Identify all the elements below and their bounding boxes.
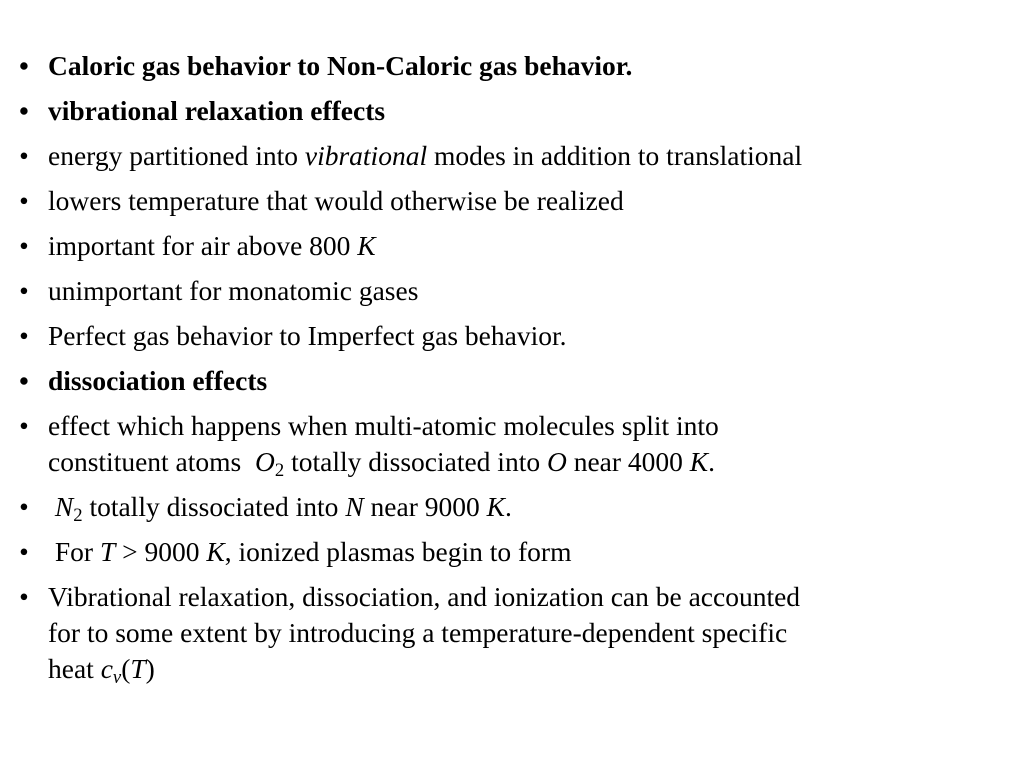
- item-text-lead: [48, 491, 55, 522]
- nitrogen-molecule-subscript: 2: [73, 505, 83, 527]
- item-text: dissociation effects: [48, 365, 268, 396]
- bullet-icon: •: [19, 536, 29, 567]
- list-item-energy-partitioned: [14, 138, 1018, 174]
- nitrogen-molecule-symbol: N: [54, 491, 74, 522]
- bullet-icon: •: [19, 140, 29, 171]
- item-text-mid: totally dissociated into: [82, 491, 346, 522]
- unit-symbol: K: [357, 230, 376, 261]
- list-item-dissociation-heading: [14, 363, 1018, 399]
- item-text: Caloric gas behavior to Non-Caloric gas behavior.: [48, 50, 633, 81]
- item-text: vibrational relaxation effects: [48, 95, 386, 126]
- list-item-vibrational-heading: [14, 93, 1018, 129]
- bullet-icon: •: [19, 95, 29, 126]
- nitrogen-atom-symbol: N: [345, 491, 364, 522]
- specific-heat-symbol: c: [100, 653, 113, 684]
- unit-symbol: K: [689, 446, 709, 477]
- list-item-ionized-plasmas: [14, 534, 1018, 570]
- item-text-near: near 4000: [566, 446, 690, 477]
- bullet-icon: •: [19, 320, 29, 351]
- item-text: Perfect gas behavior to Imperfect gas behavior.: [48, 320, 567, 351]
- oxygen-atom-symbol: O: [546, 446, 567, 477]
- item-text-line2: constituent atoms: [48, 446, 255, 477]
- unit-symbol: K: [206, 536, 225, 567]
- bullet-icon: •: [19, 230, 29, 261]
- item-text-line2: for to some extent by introducing a temperature-dependent specific: [48, 617, 788, 648]
- paren-close: ): [145, 653, 155, 684]
- bullet-icon: •: [19, 491, 29, 522]
- list-item-unimportant-monatomic: [14, 273, 1018, 309]
- bullet-icon: •: [19, 50, 29, 81]
- item-text-pre: important for air above 800: [48, 230, 358, 261]
- item-text-line1: Vibrational relaxation, dissociation, and ionization can be accounted: [48, 581, 801, 612]
- item-text: lowers temperature that would otherwise be realized: [48, 185, 624, 216]
- item-text-near: near 9000: [363, 491, 487, 522]
- bullet-icon: •: [19, 185, 29, 216]
- bullet-icon: •: [19, 275, 29, 306]
- item-text-emphasis: vibrational: [304, 140, 428, 171]
- item-text-line3: heat: [48, 653, 101, 684]
- bullet-icon: •: [19, 365, 29, 396]
- unit-symbol: K: [486, 491, 505, 522]
- item-text-pre: For: [48, 536, 100, 567]
- item-text-end: .: [504, 491, 512, 522]
- temperature-symbol: T: [99, 536, 116, 567]
- item-text-mid: totally dissociated into: [284, 446, 547, 477]
- list-item-nitrogen-dissociation: [14, 489, 1018, 525]
- list-item-lowers-temperature: [14, 183, 1018, 219]
- oxygen-molecule-symbol: O: [255, 446, 275, 477]
- item-text: unimportant for monatomic gases: [48, 275, 419, 306]
- specific-heat-subscript: v: [112, 667, 122, 689]
- oxygen-molecule-subscript: 2: [274, 460, 285, 482]
- bullet-icon: •: [19, 581, 29, 612]
- list-item-specific-heat: [14, 579, 1018, 687]
- item-text-end: .: [708, 446, 716, 477]
- bullet-icon: •: [19, 410, 29, 441]
- item-text-post: modes in addition to translational: [427, 140, 803, 171]
- list-item-multi-atomic-split: [14, 408, 1018, 480]
- list-item-caloric-heading: [14, 48, 1018, 84]
- temperature-symbol: T: [130, 653, 146, 684]
- bullet-list: [14, 48, 1018, 696]
- item-text-post: , ionized plasmas begin to form: [224, 536, 572, 567]
- paren-open: (: [121, 653, 131, 684]
- list-item-important-for-air: [14, 228, 1018, 264]
- item-text-pre: energy partitioned into: [48, 140, 305, 171]
- item-text-gt: > 9000: [115, 536, 207, 567]
- item-text-line1: effect which happens when multi-atomic molecules split into: [48, 410, 719, 441]
- list-item-perfect-gas: [14, 318, 1018, 354]
